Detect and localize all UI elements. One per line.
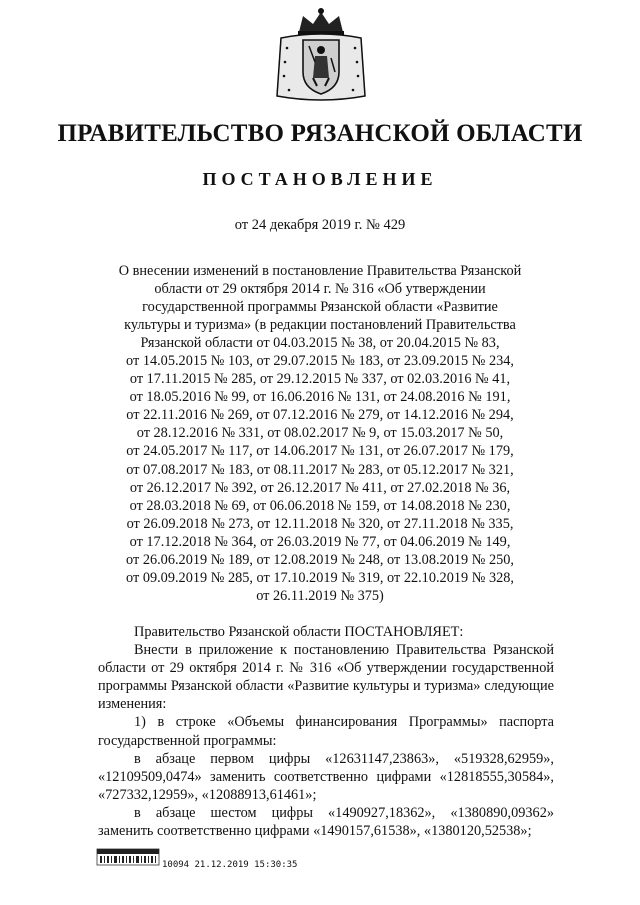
subject-line: государственной программы Рязанской области «Развитие [142, 299, 498, 316]
subject-line: от 26.11.2019 № 375) [256, 587, 384, 604]
body-paragraph-sixth-subparagraph: в абзаце шестом цифры «1490927,18362», «1380890,09362» заменить соответственно цифрами «1490157,61538», «1380120,52538»; [98, 804, 554, 840]
subject-line: от 26.06.2019 № 189, от 12.08.2019 № 248, от 13.08.2019 № 250, [126, 551, 514, 568]
document-body [98, 623, 554, 840]
decrees-statement: Правительство Рязанской области ПОСТАНОВЛЯЕТ: [134, 624, 464, 640]
coat-of-arms-emblem [271, 6, 371, 104]
body-paragraph-first-subparagraph: в абзаце первом цифры «12631147,23863», «519328,62959», «12109509,0474» заменить соответственно цифрами «12818555,30584», «727332,12959», «12088913,61461»; [98, 750, 554, 803]
body-paragraph-intro: Внести в приложение к постановлению Правительства Рязанской области от 29 октября 2014 г. № 316 «Об утверждении государственной программы Рязанской области «Развитие культуры и туризма» следующие изменения: [98, 642, 554, 713]
subject-line: от 24.05.2017 № 117, от 14.06.2017 № 131, от 26.07.2017 № 179, [126, 443, 514, 460]
subject-line: от 17.12.2018 № 364, от 26.03.2019 № 77, от 04.06.2019 № 149, [129, 533, 511, 550]
subject-line: О внесении изменений в постановление Правительства Рязанской [118, 263, 522, 279]
subject-line: от 18.05.2016 № 99, от 16.06.2016 № 131, от 24.08.2016 № 191, [129, 389, 511, 406]
subject-line: Рязанской области от 04.03.2015 № 38, от 20.04.2015 № 83, [140, 335, 500, 352]
barcode-stamp-icon [96, 848, 160, 866]
subject-line: от 17.11.2015 № 285, от 29.12.2015 № 337, от 02.03.2016 № 41, [129, 371, 511, 388]
subject-line: от 07.08.2017 № 183, от 08.11.2017 № 283, от 05.12.2017 № 321, [126, 461, 514, 478]
registration-stamp: 10094 21.12.2019 15:30:35 [162, 860, 298, 870]
document-type-title: ПОСТАНОВЛЕНИЕ [202, 169, 438, 189]
body-paragraph-item-1: 1) в строке «Объемы финансирования Программы» паспорта государственной программы: [98, 714, 554, 749]
subject-line: от 28.12.2016 № 331, от 08.02.2017 № 9, от 15.03.2017 № 50, [136, 425, 504, 442]
document-date-number: от 24 декабря 2019 г. № 429 [234, 217, 406, 233]
subject-line: культуры и туризма» (в редакции постановлений Правительства [124, 317, 516, 334]
subject-line: от 26.09.2018 № 273, от 12.11.2018 № 320, от 27.11.2018 № 335, [126, 515, 514, 532]
document-subject [80, 262, 560, 605]
government-title: ПРАВИТЕЛЬСТВО РЯЗАНСКОЙ ОБЛАСТИ [57, 120, 583, 147]
subject-line: от 09.09.2019 № 285, от 17.10.2019 № 319, от 22.10.2019 № 328, [126, 569, 514, 586]
subject-line: области от 29 октября 2014 г. № 316 «Об утверждении [154, 281, 486, 298]
subject-line: от 28.03.2018 № 69, от 06.06.2018 № 159, от 14.08.2018 № 230, [129, 497, 511, 514]
subject-line: от 22.11.2016 № 269, от 07.12.2016 № 279, от 14.12.2016 № 294, [126, 407, 514, 424]
subject-line: от 26.12.2017 № 392, от 26.12.2017 № 411, от 27.02.2018 № 36, [129, 479, 511, 496]
subject-line: от 14.05.2015 № 103, от 29.07.2015 № 183, от 23.09.2015 № 234, [126, 353, 514, 370]
